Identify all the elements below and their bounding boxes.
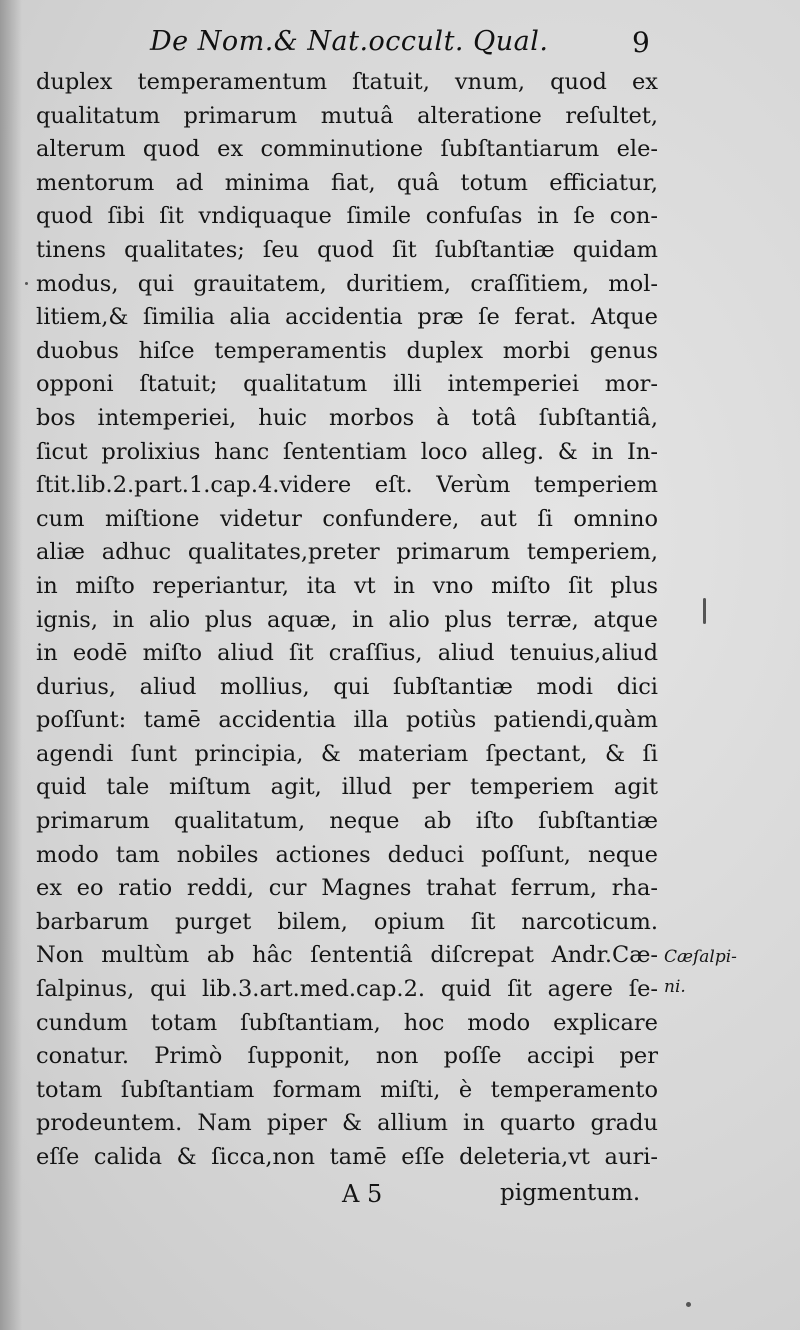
text-line: litiem,& ſimilia alia accidentia præ ſe ferat. Atque <box>36 304 658 331</box>
catchword: pigmentum. <box>500 1180 641 1206</box>
page-number: 9 <box>632 26 650 59</box>
gutter-shadow <box>0 0 22 1330</box>
paper-speck <box>686 1302 691 1307</box>
text-line: totam ſubſtantiam formam miſti, è temperamento <box>36 1076 658 1103</box>
text-line: ſtit.lib.2.part.1.cap.4.videre eſt. Verùm temperiem <box>36 472 658 499</box>
text-line: tinens qualitates; ſeu quod ſit ſubſtantiæ quidam <box>36 236 658 263</box>
text-line: barbarum purget bilem, opium ſit narcoticum. <box>36 908 658 935</box>
text-line: in eodē miſto aliud ſit craſſius, aliud tenuius,aliud <box>36 640 658 667</box>
text-line: duplex temperamentum ſtatuit, vnum, quod ex <box>36 69 658 95</box>
text-line: conatur. Primò ſupponit, non poſſe accipi per <box>36 1043 658 1070</box>
text-line: durius, aliud mollius, qui ſubſtantiæ modi dici <box>36 673 658 700</box>
text-line: ignis, in alio plus aquæ, in alio plus terræ, atque <box>36 606 658 633</box>
text-line: opponi ſtatuit; qualitatum illi intemperiei mor- <box>36 371 658 398</box>
text-line: poſſunt: tamē accidentia illa potiùs patiendi,quàm <box>36 707 658 734</box>
text-line: mentorum ad minima fiat, quâ totum efficiatur, <box>36 169 658 196</box>
marginal-note <box>664 942 737 1002</box>
text-line: duobus hiſce temperamentis duplex morbi genus <box>36 337 658 364</box>
text-line: quid tale miſtum agit, illud per temperiem agit <box>36 774 658 801</box>
text-line: Non multùm ab hâc ſententiâ diſcrepat Andr.Cæ- <box>36 942 658 969</box>
text-line: modus, qui grauitatem, duritiem, craſſitiem, mol- <box>36 270 658 297</box>
marginal-note-line: Cæſalpi- <box>664 947 737 967</box>
text-line: quod ſibi ſit vndiquaque ſimile confuſas in ſe con- <box>36 203 658 230</box>
signature-mark: A 5 <box>342 1180 383 1208</box>
running-head: De Nom.& Nat.occult. Qual. <box>150 26 549 57</box>
text-line: agendi ſunt principia, & materiam ſpectant, & ſi <box>36 740 658 767</box>
text-line: eſſe calida & ſicca,non tamē eſſe deleteria,vt auri- <box>36 1144 658 1170</box>
text-line: alterum quod ex comminutione ſubſtantiarum ele- <box>36 136 658 163</box>
text-line: qualitatum primarum mutuâ alteratione reſultet, <box>36 102 658 129</box>
marginal-note-line: ni. <box>664 977 686 997</box>
text-line: ex eo ratio reddi, cur Magnes trahat ferrum, rha- <box>36 875 658 902</box>
text-line: bos intemperiei, huic morbos à totâ ſubſtantiâ, <box>36 404 658 431</box>
text-line: ſalpinus, qui lib.3.art.med.cap.2. quid ſit agere ſe- <box>36 976 658 1003</box>
text-line: in miſto reperiantur, ita vt in vno miſto ſit plus <box>36 572 658 599</box>
text-line: modo tam nobiles actiones deduci poſſunt, neque <box>36 841 658 868</box>
text-line: primarum qualitatum, neque ab iſto ſubſtantiæ <box>36 808 658 835</box>
text-line: ſicut prolixius hanc ſententiam loco alleg. & in In- <box>36 438 658 465</box>
text-line: cum miſtione videtur confundere, aut ſi omnino <box>36 505 658 532</box>
text-line: cundum totam ſubſtantiam, hoc modo explicare <box>36 1009 658 1036</box>
main-text-block <box>36 66 658 1175</box>
text-line: prodeuntem. Nam piper & allium in quarto gradu <box>36 1110 658 1137</box>
text-line: aliæ adhuc qualitates,preter primarum temperiem, <box>36 539 658 566</box>
paper-speck <box>25 282 28 285</box>
paper-speck <box>703 598 706 624</box>
